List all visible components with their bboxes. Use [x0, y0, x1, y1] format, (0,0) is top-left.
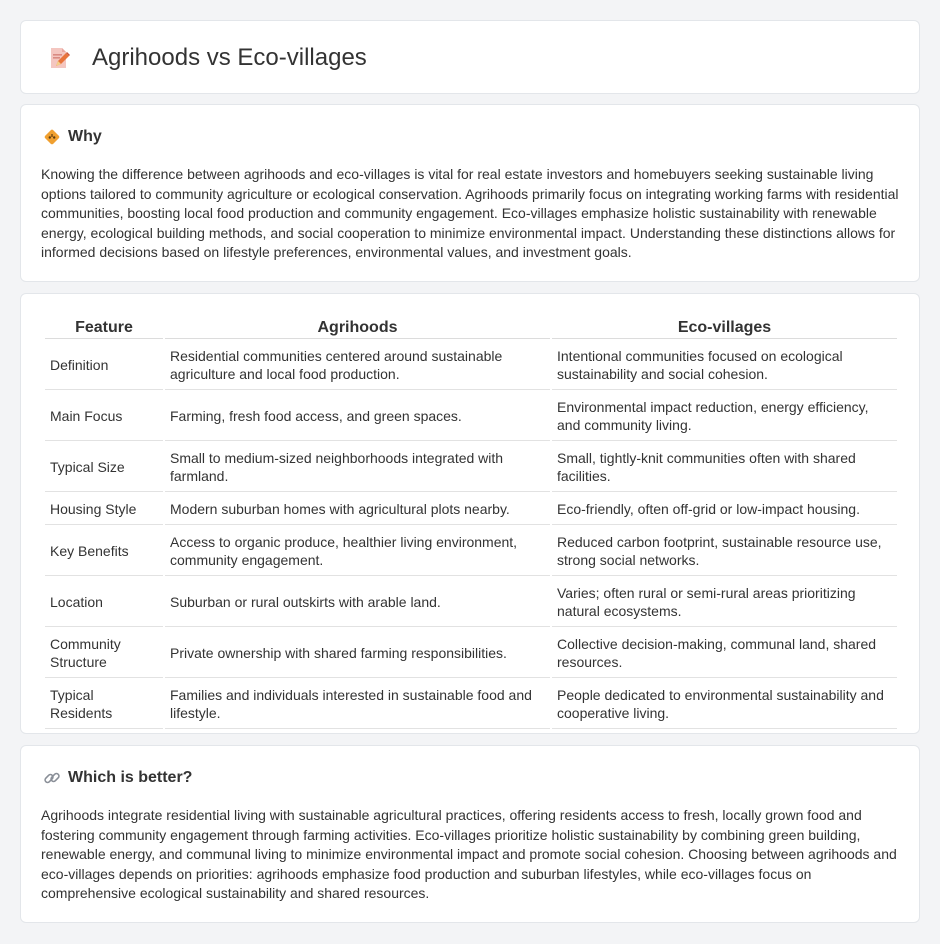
feature-cell: Typical Size [45, 443, 163, 492]
eco-villages-cell: Varies; often rural or semi-rural areas prioritizing natural ecosystems. [552, 578, 897, 627]
why-heading [43, 127, 102, 147]
feature-cell: Key Benefits [45, 527, 163, 576]
table-row [45, 341, 897, 390]
agrihoods-cell: Residential communities centered around sustainable agriculture and local food production. [165, 341, 550, 390]
why-section [20, 104, 920, 282]
warning-diamond-icon [43, 128, 61, 146]
agrihoods-cell: Access to organic produce, healthier living environment, community engagement. [165, 527, 550, 576]
table-row [45, 443, 897, 492]
table-row [45, 629, 897, 678]
comparison-section [20, 293, 920, 734]
feature-cell: Location [45, 578, 163, 627]
feature-cell: Definition [45, 341, 163, 390]
feature-cell: Housing Style [45, 494, 163, 525]
comparison-table [43, 317, 899, 731]
feature-cell: Typical Residents [45, 680, 163, 729]
table-row [45, 494, 897, 525]
better-heading-label: Which is better? [68, 769, 193, 786]
table-row [45, 578, 897, 627]
agrihoods-cell: Private ownership with shared farming responsibilities. [165, 629, 550, 678]
header-eco-villages: Eco-villages [552, 319, 897, 339]
feature-cell: Community Structure [45, 629, 163, 678]
eco-villages-cell: Collective decision-making, communal land, shared resources. [552, 629, 897, 678]
agrihoods-cell: Farming, fresh food access, and green spaces. [165, 392, 550, 441]
eco-villages-cell: People dedicated to environmental sustainability and cooperative living. [552, 680, 897, 729]
better-text: Agrihoods integrate residential living with sustainable agricultural practices, offering residents access to fresh, locally grown food and fostering community engagement through farming activities. Eco-villages prioritize holistic sustainability by combining green building, renewable energy, and communal living to minimize environmental impact and promote social cohesion. Choosing between agrihoods and eco-villages depends on priorities: agrihoods emphasize food production and suburban lifestyles, while eco-villages focus on comprehensive ecological sustainability and shared resources. [41, 807, 897, 902]
table-row [45, 392, 897, 441]
document-pencil-icon [47, 46, 71, 70]
eco-villages-cell: Intentional communities focused on ecological sustainability and social cohesion. [552, 341, 897, 390]
agrihoods-cell: Small to medium-sized neighborhoods integrated with farmland. [165, 443, 550, 492]
which-is-better-section [20, 745, 920, 923]
agrihoods-cell: Suburban or rural outskirts with arable land. [165, 578, 550, 627]
eco-villages-cell: Small, tightly-knit communities often with shared facilities. [552, 443, 897, 492]
header-agrihoods: Agrihoods [165, 319, 550, 339]
better-heading [43, 768, 192, 788]
link-icon [43, 769, 61, 787]
why-heading-label: Why [68, 128, 102, 145]
why-text: Knowing the difference between agrihoods and eco-villages is vital for real estate investors and homebuyers seeking sustainable living options tailored to community agriculture or ecological conservation. Agrihoods primarily focus on integrating working farms with residential communities, boosting local food production and community engagement. Eco-villages emphasize holistic sustainability with renewable energy, ecological building methods, and social cooperation to minimize environmental impact. Understanding these distinctions allows for informed decisions based on lifestyle preferences, environmental values, and investment goals. [41, 166, 899, 261]
table-header-row [45, 319, 897, 339]
agrihoods-cell: Modern suburban homes with agricultural plots nearby. [165, 494, 550, 525]
table-row [45, 680, 897, 729]
eco-villages-cell: Eco-friendly, often off-grid or low-impact housing. [552, 494, 897, 525]
eco-villages-cell: Reduced carbon footprint, sustainable resource use, strong social networks. [552, 527, 897, 576]
table-row [45, 527, 897, 576]
page-title: Agrihoods vs Eco-villages [92, 44, 367, 71]
eco-villages-cell: Environmental impact reduction, energy efficiency, and community living. [552, 392, 897, 441]
feature-cell: Main Focus [45, 392, 163, 441]
title-card [20, 20, 920, 94]
header-feature: Feature [45, 319, 163, 339]
agrihoods-cell: Families and individuals interested in sustainable food and lifestyle. [165, 680, 550, 729]
